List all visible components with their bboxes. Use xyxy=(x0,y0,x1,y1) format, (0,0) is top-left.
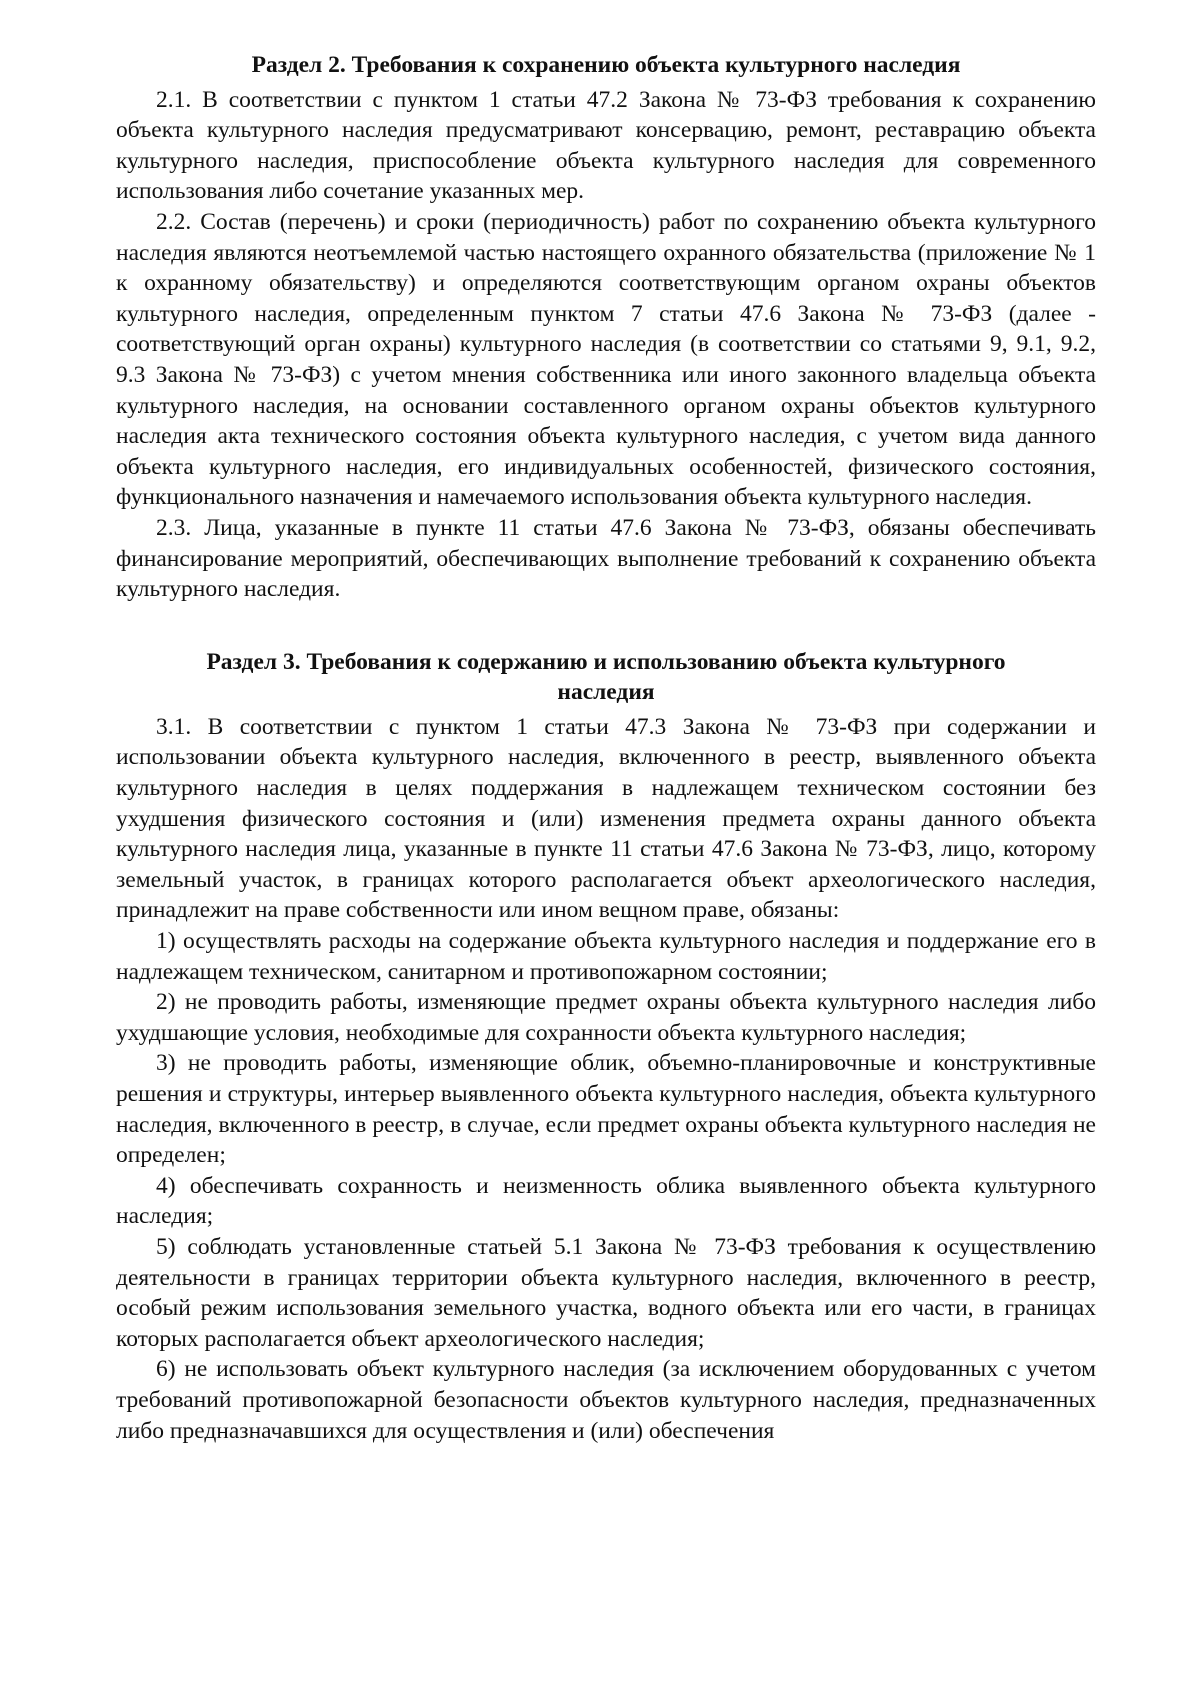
list-item-4: 4) обеспечивать сохранность и неизменность облика выявленного объекта культурного наследия; xyxy=(116,1172,1096,1230)
list-item-3: 3) не проводить работы, изменяющие облик, объемно-планировочные и конструктивные решения и структуры, интерьер выявленного объекта культурного наследия, объекта культурного наследия, включенного в реестр, в случае, если предмет охраны объекта культурного наследия не определен; xyxy=(116,1050,1096,1169)
paragraph-2-2: 2.2. Состав (перечень) и сроки (периодичность) работ по сохранению объекта культурного наследия являются неотъемлемой частью настоящего охранного обязательства (приложение № 1 к охранному обязательству) и определяются соответствующим органом охраны объектов культурного наследия, определенным пунктом 7 статьи 47.6 Закона № 73-ФЗ (далее - соответствующий орган охраны) культурного наследия (в соответствии со статьями 9, 9.1, 9.2, 9.3 Закона № 73-ФЗ) с учетом мнения собственника или иного законного владельца объекта культурного наследия, на основании составленного органом охраны объектов культурного наследия акта технического состояния объекта культурного наследия, с учетом вида данного объекта культурного наследия, его индивидуальных особенностей, физического состояния, функционального назначения и намечаемого использования объекта культурного наследия. xyxy=(116,208,1096,511)
paragraph-2-1: 2.1. В соответствии с пунктом 1 статьи 47.2 Закона № 73-ФЗ требования к сохранению объекта культурного наследия предусматривают консервацию, ремонт, реставрацию объекта культурного наследия, приспособление объекта культурного наследия для современного использования либо сочетание указанных мер. xyxy=(116,86,1096,205)
list-item-6: 6) не использовать объект культурного наследия (за исключением оборудованных с учетом требований противопожарной безопасности объектов культурного наследия, предназначенных либо предназначавшихся для осуществления и (или) обеспечения xyxy=(116,1356,1096,1444)
list-item-5: 5) соблюдать установленные статьей 5.1 Закона № 73-ФЗ требования к осуществлению деятельности в границах территории объекта культурного наследия, включенного в реестр, особый режим использования земельного участка, водного объекта или его части, в границах которых располагается объект археологического наследия; xyxy=(116,1233,1096,1352)
paragraph-2-3: 2.3. Лица, указанные в пункте 11 статьи 47.6 Закона № 73-ФЗ, обязаны обеспечивать финансирование мероприятий, обеспечивающих выполнение требований к сохранению объекта культурного наследия. xyxy=(116,514,1096,603)
section-3-heading: Раздел 3. Требования к содержанию и использованию объекта культурного наследия xyxy=(206,648,1006,706)
document-page xyxy=(116,50,1096,1446)
section-2-heading: Раздел 2. Требования к сохранению объекта культурного наследия xyxy=(251,52,961,78)
paragraph-3-1: 3.1. В соответствии с пунктом 1 статьи 47.3 Закона № 73-ФЗ при содержании и использовании объекта культурного наследия, включенного в реестр, выявленного объекта культурного наследия в целях поддержания в надлежащем техническом состоянии без ухудшения физического состояния и (или) изменения предмета охраны данного объекта культурного наследия лица, указанные в пункте 11 статьи 47.6 Закона № 73-ФЗ, лицо, которому земельный участок, в границах которого располагается объект археологического наследия, принадлежит на праве собственности или ином вещном праве, обязаны: xyxy=(116,713,1096,924)
list-item-2: 2) не проводить работы, изменяющие предмет охраны объекта культурного наследия либо ухудшающие условия, необходимые для сохранности объекта культурного наследия; xyxy=(116,989,1096,1046)
list-item-1: 1) осуществлять расходы на содержание объекта культурного наследия и поддержание его в надлежащем техническом, санитарном и противопожарном состоянии; xyxy=(116,928,1096,985)
